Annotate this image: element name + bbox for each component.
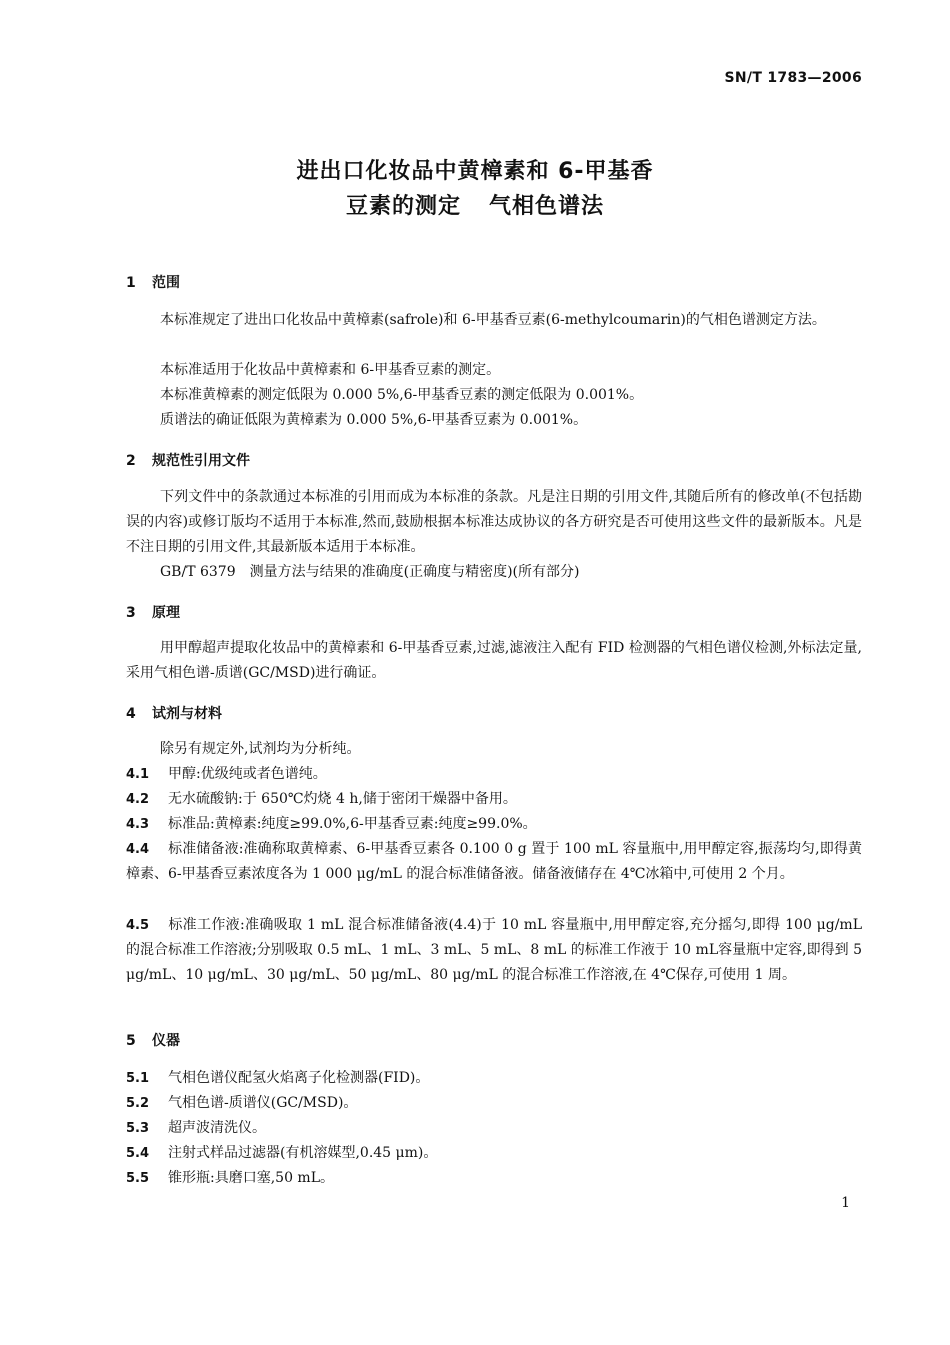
list-item-5-4: 5.4 注射式样品过滤器(有机溶媒型,0.45 μm)。 (126, 1145, 438, 1161)
list-item-4-5: 4.5 标准工作液:准确吸取 1 mL 混合标准储备液(4.4)于 10 mL 容量瓶中,用甲醇定容,充分摇匀,即得 100 μg/mL 的混合标准工作溶液;分别吸取 0.5 mL、1 mL、3 mL、5 mL、8 mL 的标准工作液于 10 mL容量瓶中定容,即得到 5 μg/mL、10 μg/mL、30 μg/mL、50 μg/mL、80 μg/mL 的混合标准工作溶液,在 4℃保存,可使用 1 周。 (126, 917, 862, 983)
section-heading-1: 1 范围 (126, 275, 180, 291)
list-item-5-1: 5.1 气相色谱仪配氢火焰离子化检测器(FID)。 (126, 1070, 430, 1086)
section-1-para-2: 本标准适用于化妆品中黄樟素和 6-甲基香豆素的测定。 (160, 362, 501, 378)
list-item-5-2: 5.2 气相色谱-质谱仪(GC/MSD)。 (126, 1095, 358, 1111)
standard-code: SN/T 1783—2006 (724, 70, 862, 86)
page-number: 1 (841, 1195, 850, 1211)
list-item-5-5: 5.5 锥形瓶:具磨口塞,50 mL。 (126, 1170, 335, 1186)
section-heading-4: 4 试剂与材料 (126, 706, 222, 722)
section-3-para-1: 用甲醇超声提取化妆品中的黄樟素和 6-甲基香豆素,过滤,滤液注入配有 FID 检测器的气相色谱仪检测,外标法定量,采用气相色谱-质谱(GC/MSD)进行确证。 (126, 640, 862, 681)
list-item-4-1: 4.1 甲醇:优级纯或者色谱纯。 (126, 766, 327, 782)
section-1-para-1: 本标准规定了进出口化妆品中黄樟素(safrole)和 6-甲基香豆素(6-methylcoumarin)的气相色谱测定方法。 (160, 312, 826, 328)
title-part-a: 豆素的测定 (345, 194, 461, 219)
section-1-para-3: 本标准黄樟素的测定低限为 0.000 5%,6-甲基香豆素的测定低限为 0.001%。 (160, 387, 644, 403)
list-item-4-3: 4.3 标准品:黄樟素:纯度≥99.0%,6-甲基香豆素:纯度≥99.0%。 (126, 816, 537, 832)
list-item-4-4: 4.4 标准储备液:准确称取黄樟素、6-甲基香豆素各 0.100 0 g 置于 100 mL 容量瓶中,用甲醇定容,振荡均匀,即得黄樟素、6-甲基香豆素浓度各为 1 000 μg/mL 的混合标准储备液。储备液储存在 4℃冰箱中,可使用 2 个月。 (126, 841, 862, 882)
section-1-para-4: 质谱法的确证低限为黄樟素为 0.000 5%,6-甲基香豆素为 0.001%。 (160, 412, 588, 428)
section-4-intro: 除另有规定外,试剂均为分析纯。 (160, 741, 361, 757)
list-item-4-2: 4.2 无水硫酸钠:于 650℃灼烧 4 h,储于密闭干燥器中备用。 (126, 791, 517, 807)
section-heading-3: 3 原理 (126, 605, 180, 621)
title-line-2 (0, 189, 950, 220)
section-2-para-1: 下列文件中的条款通过本标准的引用而成为本标准的条款。凡是注日期的引用文件,其随后所有的修改单(不包括勘误的内容)或修订版均不适用于本标准,然而,鼓励根据本标准达成协议的各方研究是否可使用这些文件的最新版本。凡是不注日期的引用文件,其最新版本适用于本标准。 (126, 489, 862, 555)
section-heading-2: 2 规范性引用文件 (126, 453, 250, 469)
title-part-b: 气相色谱法 (489, 194, 605, 219)
section-2-reference: GB/T 6379 测量方法与结果的准确度(正确度与精密度)(所有部分) (160, 564, 580, 580)
section-heading-5: 5 仪器 (126, 1033, 180, 1049)
title-line-1: 进出口化妆品中黄樟素和 6-甲基香 (296, 159, 654, 184)
list-item-5-3: 5.3 超声波清洗仪。 (126, 1120, 266, 1136)
